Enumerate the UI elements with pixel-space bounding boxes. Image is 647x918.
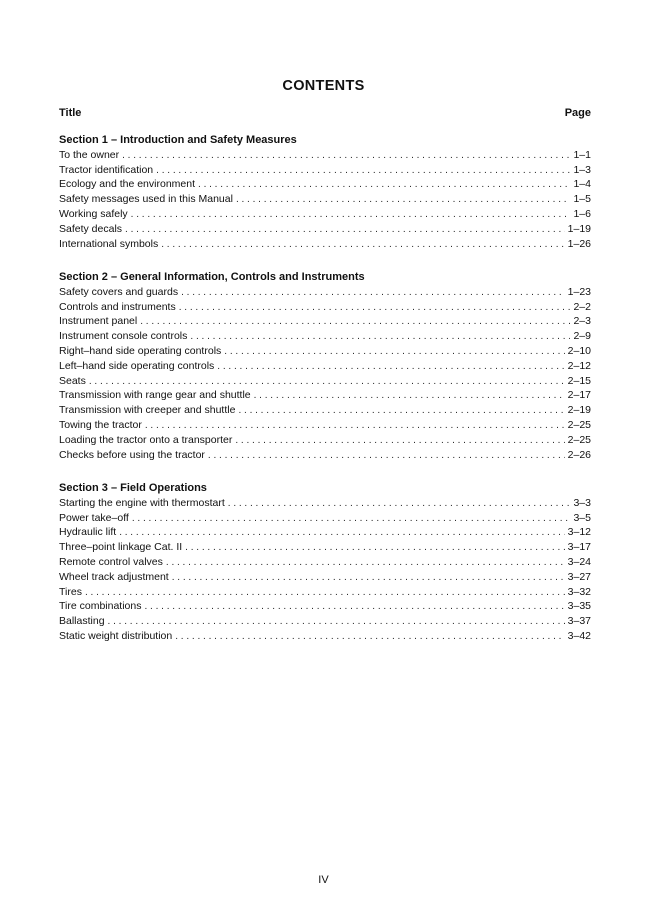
dot-leader xyxy=(198,178,570,193)
toc-section-1 xyxy=(59,133,591,251)
dot-leader xyxy=(172,571,565,586)
toc-entry[interactable] xyxy=(59,433,591,448)
toc-entry-page: 3–12 xyxy=(567,526,591,539)
page-column-header: Page xyxy=(564,107,591,119)
toc-entry-title: Safety covers and guards xyxy=(59,285,179,298)
toc-entry-title: Ecology and the environment xyxy=(59,178,196,191)
dot-leader xyxy=(181,286,565,301)
toc-entry-page: 3–24 xyxy=(567,555,591,568)
dot-leader xyxy=(144,600,564,615)
toc-entry-page: 2–25 xyxy=(567,433,591,446)
toc-entry-title: To the owner xyxy=(59,148,120,161)
toc-entry-title: Tire combinations xyxy=(59,600,142,613)
toc-entry[interactable] xyxy=(59,222,591,237)
toc-entry-title: Ballasting xyxy=(59,615,105,628)
toc-entry[interactable] xyxy=(59,448,591,463)
toc-entry-page: 2–10 xyxy=(567,344,591,357)
toc-entry-title: Three–point linkage Cat. II xyxy=(59,541,183,554)
toc-entry-title: Tractor identification xyxy=(59,163,154,176)
toc-entry-page: 2–9 xyxy=(573,330,591,343)
dot-leader xyxy=(108,615,565,630)
page-number: IV xyxy=(318,874,329,886)
dot-leader xyxy=(85,586,565,601)
toc-entry-page: 1–23 xyxy=(567,285,591,298)
toc-entry-page: 3–37 xyxy=(567,615,591,628)
toc-entry-title: Starting the engine with thermostart xyxy=(59,496,225,509)
toc-entry-title: Seats xyxy=(59,374,86,387)
toc-entry-title: Left–hand side operating controls xyxy=(59,359,215,372)
toc-entry-title: Static weight distribution xyxy=(59,629,173,642)
toc-entry-page: 3–27 xyxy=(567,570,591,583)
toc-entry[interactable] xyxy=(59,555,591,570)
toc-entry[interactable] xyxy=(59,163,591,178)
toc-entry-page: 1–6 xyxy=(573,207,591,220)
toc-entry-page: 3–17 xyxy=(567,541,591,554)
toc-entry-title: Working safely xyxy=(59,207,128,220)
page-title: CONTENTS xyxy=(282,78,365,94)
section-heading: Section 3 – Field Operations xyxy=(59,482,207,494)
dot-leader xyxy=(254,389,565,404)
toc-entry-title: Checks before using the tractor xyxy=(59,448,205,461)
toc-entry-title: Tires xyxy=(59,585,82,598)
toc-entry-page: 3–42 xyxy=(567,629,591,642)
toc-entry-page: 2–12 xyxy=(567,359,591,372)
toc-entry-title: Instrument panel xyxy=(59,315,138,328)
dot-leader xyxy=(140,315,570,330)
toc-entry[interactable] xyxy=(59,540,591,555)
toc-entry[interactable] xyxy=(59,614,591,629)
toc-entry-page: 2–25 xyxy=(567,418,591,431)
toc-entry-page: 2–17 xyxy=(567,389,591,402)
toc-entry-title: Wheel track adjustment xyxy=(59,570,169,583)
toc-entry-page: 2–26 xyxy=(567,448,591,461)
toc-entry[interactable] xyxy=(59,285,591,300)
toc-entry-title: Loading the tractor onto a transporter xyxy=(59,433,233,446)
dot-leader xyxy=(125,223,565,238)
toc-entry-title: Transmission with range gear and shuttle xyxy=(59,389,251,402)
toc-entry[interactable] xyxy=(59,403,591,418)
toc-entry-page: 2–2 xyxy=(573,300,591,313)
dot-leader xyxy=(235,434,564,449)
toc-entry-page: 3–35 xyxy=(567,600,591,613)
dot-leader xyxy=(236,193,571,208)
toc-entry-page: 1–4 xyxy=(573,178,591,191)
toc-entry-title: Remote control valves xyxy=(59,555,163,568)
dot-leader xyxy=(190,330,570,345)
toc-entry-page: 2–3 xyxy=(573,315,591,328)
toc-entry[interactable] xyxy=(59,314,591,329)
toc-section-3 xyxy=(59,481,591,644)
toc-entry-title: Hydraulic lift xyxy=(59,526,117,539)
dot-leader xyxy=(161,238,564,253)
toc-entry[interactable] xyxy=(59,329,591,344)
dot-leader xyxy=(228,497,571,512)
toc-entry[interactable] xyxy=(59,237,591,252)
toc-entry[interactable] xyxy=(59,525,591,540)
dot-leader xyxy=(185,541,564,556)
toc-entry[interactable] xyxy=(59,585,591,600)
toc-entry-title: Towing the tractor xyxy=(59,418,142,431)
dot-leader xyxy=(156,164,570,179)
dot-leader xyxy=(175,630,564,645)
toc-entry[interactable] xyxy=(59,511,591,526)
column-headers xyxy=(59,107,591,119)
toc-entry[interactable] xyxy=(59,418,591,433)
dot-leader xyxy=(224,345,564,360)
toc-entry-page: 1–3 xyxy=(573,163,591,176)
toc-entry-page: 1–19 xyxy=(567,222,591,235)
toc-entry[interactable] xyxy=(59,192,591,207)
toc-entry[interactable] xyxy=(59,344,591,359)
toc-entry[interactable] xyxy=(59,207,591,222)
toc-entry-page: 1–1 xyxy=(573,148,591,161)
toc-entry-title: Safety decals xyxy=(59,222,123,235)
toc-entry[interactable] xyxy=(59,570,591,585)
toc-entry[interactable] xyxy=(59,177,591,192)
toc-entry[interactable] xyxy=(59,148,591,163)
dot-leader xyxy=(89,375,565,390)
dot-leader xyxy=(217,360,564,375)
dot-leader xyxy=(119,526,564,541)
dot-leader xyxy=(145,419,565,434)
toc-entry-title: Power take–off xyxy=(59,511,129,524)
toc-entry-title: Safety messages used in this Manual xyxy=(59,193,233,206)
toc-entry-page: 1–5 xyxy=(573,193,591,206)
dot-leader xyxy=(208,449,565,464)
dot-leader xyxy=(166,556,565,571)
toc-entry[interactable] xyxy=(59,359,591,374)
toc-section-2 xyxy=(59,270,591,462)
toc-entry-title: Right–hand side operating controls xyxy=(59,344,222,357)
toc-entry[interactable] xyxy=(59,388,591,403)
toc-entry-page: 1–26 xyxy=(567,237,591,250)
section-heading: Section 2 – General Information, Controls and Instruments xyxy=(59,271,365,283)
toc-entry-page: 2–15 xyxy=(567,374,591,387)
dot-leader xyxy=(132,512,571,527)
toc-entry[interactable] xyxy=(59,599,591,614)
toc-entry-title: International symbols xyxy=(59,237,159,250)
toc-entry[interactable] xyxy=(59,300,591,315)
section-heading: Section 1 – Introduction and Safety Measures xyxy=(59,134,297,146)
toc-entry-title: Instrument console controls xyxy=(59,330,188,343)
dot-leader xyxy=(179,301,571,316)
toc-entry-page: 3–5 xyxy=(573,511,591,524)
toc-entry-title: Transmission with creeper and shuttle xyxy=(59,404,236,417)
toc-entry-title: Controls and instruments xyxy=(59,300,176,313)
dot-leader xyxy=(131,208,571,223)
dot-leader xyxy=(122,149,570,164)
toc-entry[interactable] xyxy=(59,374,591,389)
toc-entry[interactable] xyxy=(59,496,591,511)
title-column-header: Title xyxy=(59,107,82,119)
toc-entry-page: 3–3 xyxy=(573,496,591,509)
toc-entry-page: 3–32 xyxy=(567,585,591,598)
toc-entry-page: 2–19 xyxy=(567,404,591,417)
dot-leader xyxy=(238,404,564,419)
toc-entry[interactable] xyxy=(59,629,591,644)
